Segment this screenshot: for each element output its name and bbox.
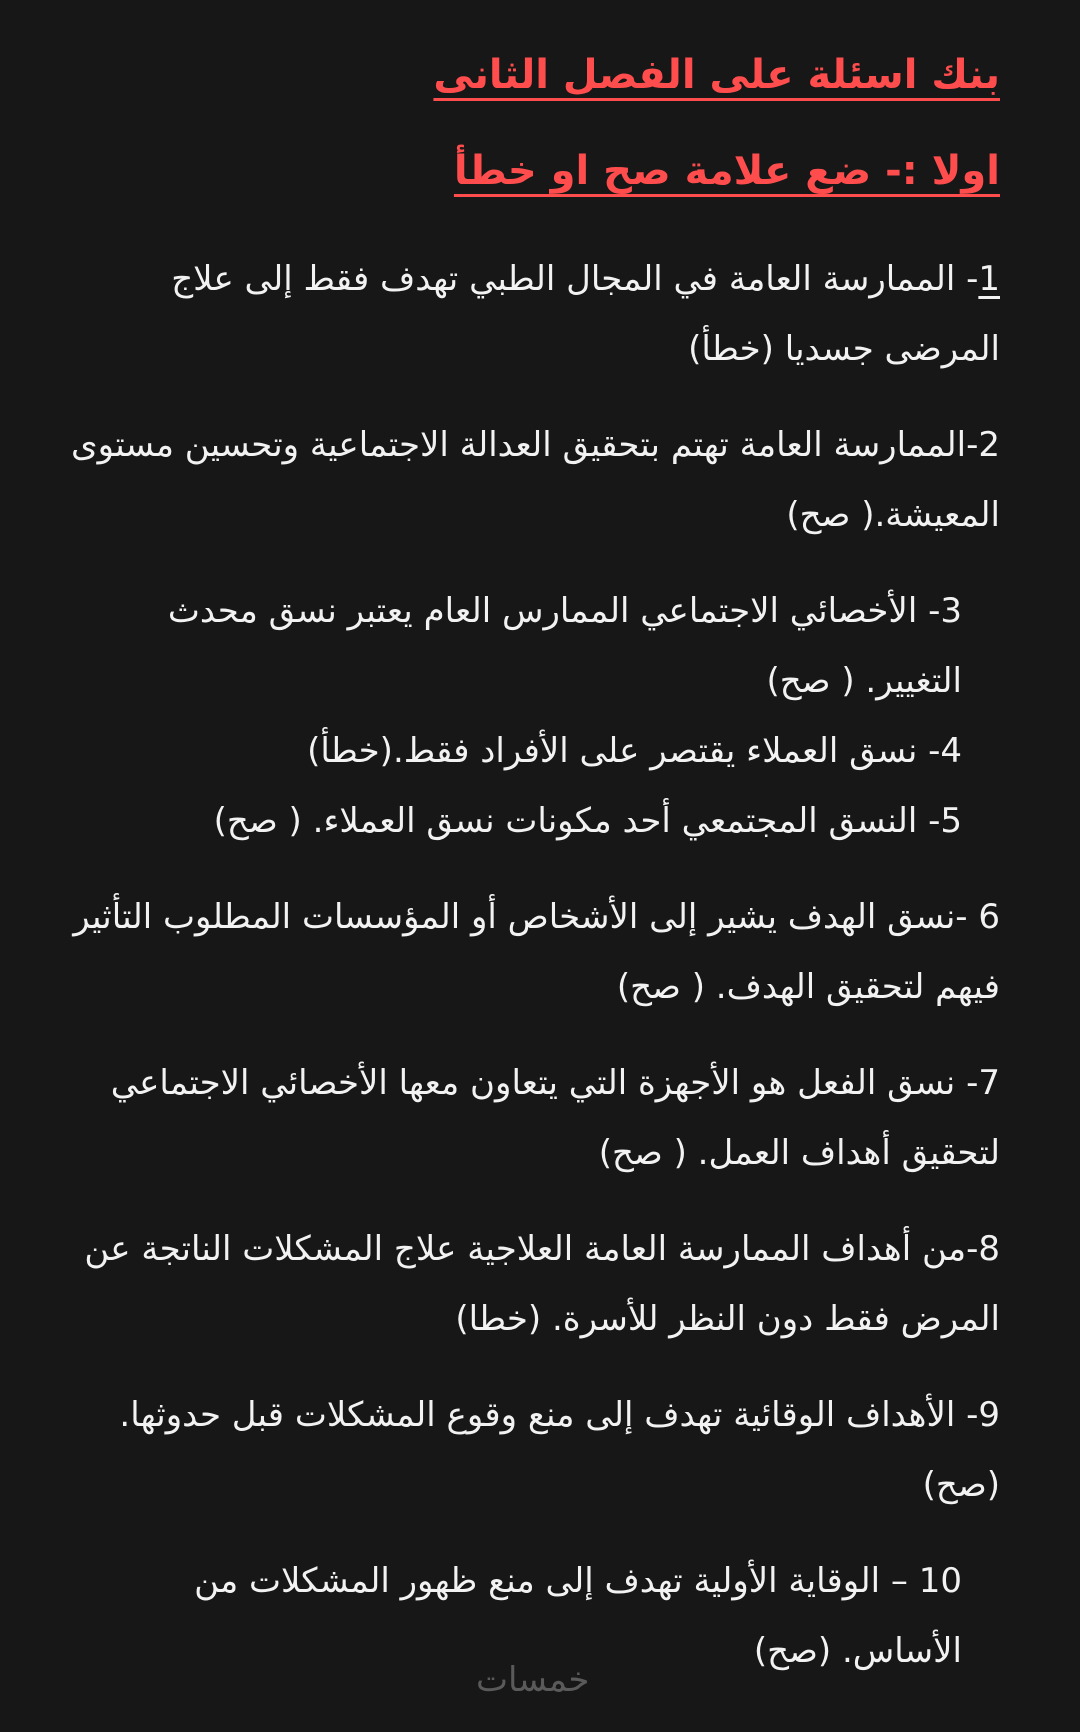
question-separator: -: [966, 425, 979, 465]
question-text: الممارسة العامة تهتم بتحقيق العدالة الاجتماعية وتحسين مستوى المعيشة.( صح): [71, 425, 1000, 535]
question-number: 2: [978, 425, 1000, 465]
question-number: 3: [940, 591, 962, 631]
question-text: النسق المجتمعي أحد مكونات نسق العملاء. ( صح): [213, 801, 918, 841]
question-separator: -: [955, 1063, 979, 1103]
question-item: [70, 716, 1000, 786]
question-list: [70, 244, 1000, 1686]
question-number: 7: [978, 1063, 1000, 1103]
question-separator: -: [966, 1229, 979, 1269]
question-text: الأخصائي الاجتماعي الممارس العام يعتبر نسق محدث التغيير. ( صح): [167, 591, 962, 701]
question-item: [70, 1048, 1000, 1188]
question-number: 10: [918, 1561, 962, 1601]
question-text: الوقاية الأولية تهدف إلى منع ظهور المشكلات من الأساس. (صح): [194, 1561, 962, 1671]
question-text: الممارسة العامة في المجال الطبي تهدف فقط إلى علاج المرضى جسديا (خطأ): [171, 259, 1000, 369]
question-item: [70, 1380, 1000, 1520]
section-title: اولا :- ضع علامة صح او خطأ: [453, 148, 1000, 194]
question-text: من أهداف الممارسة العامة العلاجية علاج المشكلات الناتجة عن المرض فقط دون النظر للأسرة. (خطا): [84, 1229, 1000, 1339]
question-text: نسق الهدف يشير إلى الأشخاص أو المؤسسات المطلوب التأثير فيهم لتحقيق الهدف. ( صح): [73, 897, 1000, 1007]
question-item: [70, 786, 1000, 856]
question-separator: -: [955, 897, 979, 937]
watermark-logo: خمسات: [476, 1660, 590, 1700]
question-item: [70, 576, 1000, 716]
question-separator: -: [955, 259, 979, 299]
question-separator: -: [955, 1395, 979, 1435]
question-number: 6: [978, 897, 1000, 937]
question-number: 1: [978, 259, 1000, 299]
question-text: نسق الفعل هو الأجهزة التي يتعاون معها الأخصائي الاجتماعي لتحقيق أهداف العمل. ( صح): [110, 1063, 1000, 1173]
document-title: بنك اسئلة على الفصل الثانى: [433, 52, 1000, 98]
question-number: 4: [940, 731, 962, 771]
document-page: [70, 40, 1000, 1732]
question-number: 9: [978, 1395, 1000, 1435]
question-separator: -: [917, 591, 941, 631]
question-item: [70, 410, 1000, 550]
question-separator: -: [917, 801, 941, 841]
question-text: نسق العملاء يقتصر على الأفراد فقط.(خطأ): [307, 731, 918, 771]
question-number: 8: [978, 1229, 1000, 1269]
question-item: [70, 244, 1000, 384]
question-text: الأهداف الوقائية تهدف إلى منع وقوع المشكلات قبل حدوثها.(صح): [119, 1395, 1000, 1505]
question-item: [70, 1214, 1000, 1354]
question-item: [70, 882, 1000, 1022]
question-number: 5: [940, 801, 962, 841]
question-separator: –: [880, 1561, 919, 1601]
question-separator: -: [917, 731, 941, 771]
